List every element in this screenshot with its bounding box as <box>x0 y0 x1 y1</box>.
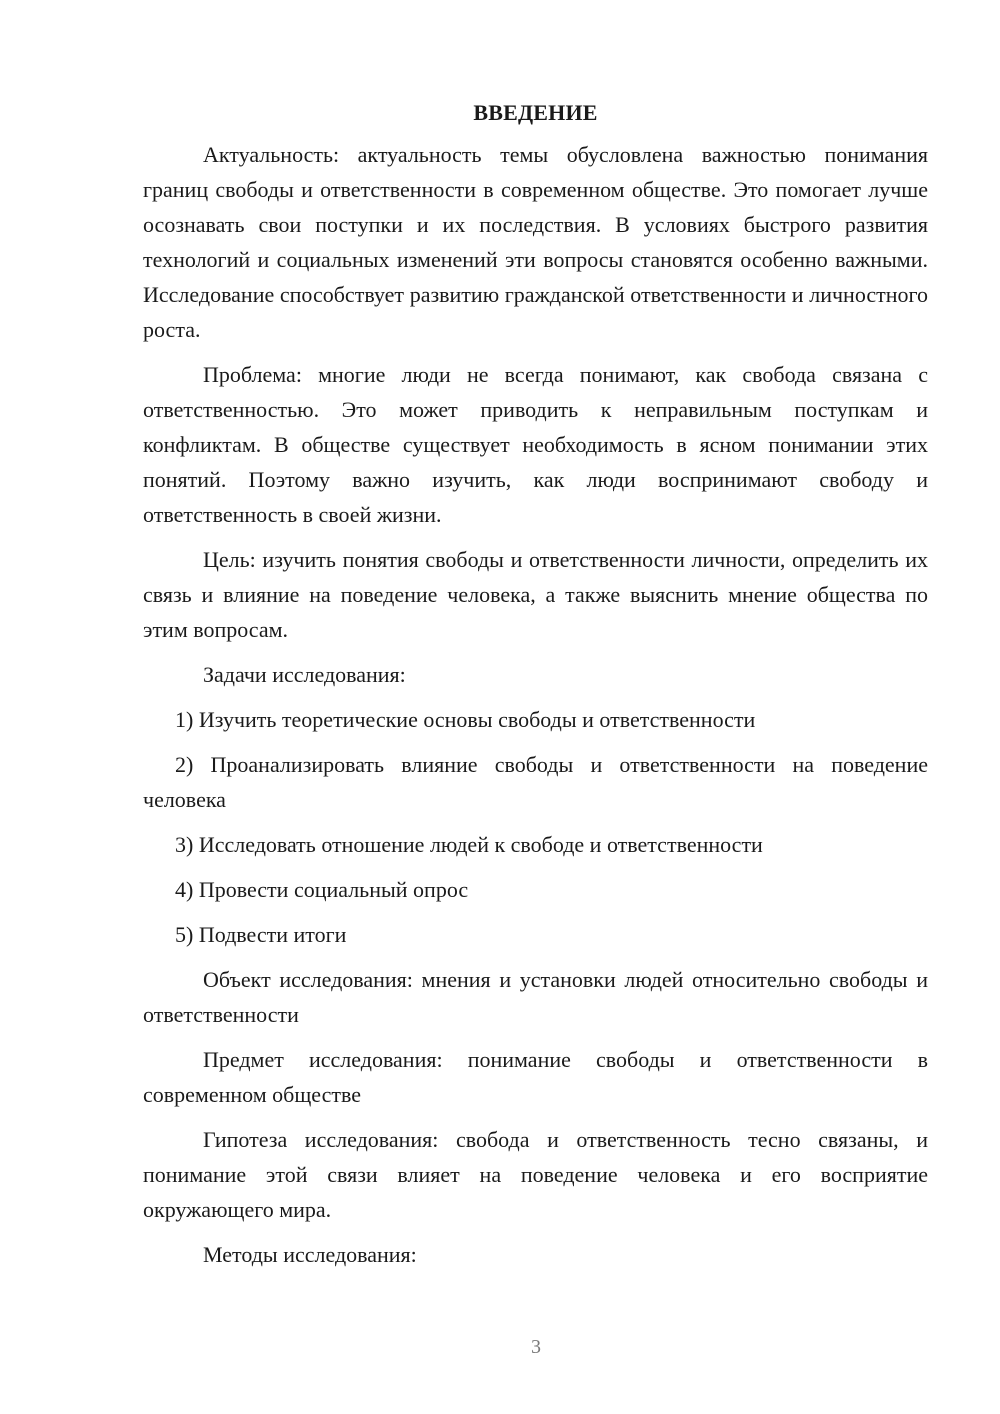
paragraph-relevance: Актуальность: актуальность темы обусловлена важностью понимания границ свободы и ответственности в современном обществе. Это помогает лучше осознавать свои поступки и их последствия. В условиях быстрого развития технологий и социальных изменений эти вопросы становятся особенно важными. Исследование способствует развитию гражданской ответственности и личностного роста. <box>143 142 928 342</box>
task-item-3: 3) Исследовать отношение людей к свободе и ответственности <box>175 832 763 857</box>
tasks-list <box>143 702 928 952</box>
tasks-title: Задачи исследования: <box>203 662 406 687</box>
page-number: 3 <box>531 1336 541 1358</box>
task-item-4: 4) Провести социальный опрос <box>175 877 469 902</box>
page-content <box>143 95 928 1282</box>
paragraph-goal: Цель: изучить понятия свободы и ответственности личности, определить их связь и влияние на поведение человека, а также выяснить мнение общества по этим вопросам. <box>143 547 928 642</box>
paragraph-problem: Проблема: многие люди не всегда понимают, как свобода связана с ответственностью. Это может приводить к неправильным поступкам и конфликтам. В обществе существует необходимость в ясном понимании этих понятий. Поэтому важно изучить, как люди воспринимают свободу и ответственность в своей жизни. <box>143 362 928 527</box>
task-item-5: 5) Подвести итоги <box>175 922 347 947</box>
paragraph-hypothesis: Гипотеза исследования: свобода и ответственность тесно связаны, и понимание этой связи влияет на поведение человека и его восприятие окружающего мира. <box>143 1127 928 1222</box>
task-item-2: 2) Проанализировать влияние свободы и ответственности на поведение человека <box>143 752 928 812</box>
section-heading: ВВЕДЕНИЕ <box>473 100 598 125</box>
methods-title: Методы исследования: <box>203 1242 417 1267</box>
paragraph-subject: Предмет исследования: понимание свободы и ответственности в современном обществе <box>143 1047 928 1107</box>
task-item-1: 1) Изучить теоретические основы свободы и ответственности <box>175 707 756 732</box>
paragraph-object: Объект исследования: мнения и установки людей относительно свободы и ответственности <box>143 967 928 1027</box>
